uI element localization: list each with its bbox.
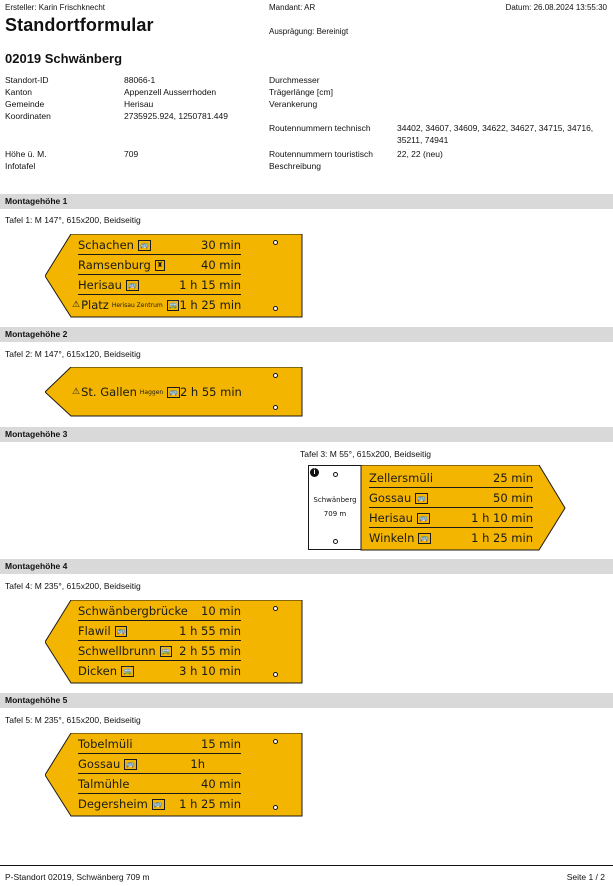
destination: Degersheim [78, 797, 148, 811]
walk-time: 1 h 15 min [179, 278, 241, 292]
bus-icon: 🚌 [116, 626, 126, 635]
mount-hole [273, 405, 278, 410]
info-left [5, 74, 265, 122]
wayfinding-sign [45, 367, 303, 417]
location-heading: 02019 Schwänberg [5, 51, 123, 66]
warning-icon: ⚠ [72, 300, 81, 310]
info-label: Infotafel [5, 161, 36, 171]
sign-rows [72, 383, 241, 403]
info-right-label-3: Verankerung [269, 99, 318, 109]
info-label: Gemeinde [5, 99, 45, 109]
sign-row [369, 489, 533, 508]
destination: Herisau [369, 511, 413, 525]
tafel-label: Tafel 2: M 147°, 615x120, Beidseitig [5, 349, 141, 359]
walk-time: 1 h 10 min [471, 511, 533, 525]
walk-time: 10 min [201, 604, 241, 618]
section-header: Montagehöhe 1 [0, 194, 613, 209]
page-number: Seite 1 / 2 [566, 872, 605, 882]
sign-row [72, 383, 241, 401]
tafel-label: Tafel 5: M 235°, 615x200, Beidseitig [5, 715, 141, 725]
mount-hole [273, 306, 278, 311]
walk-time: 30 min [201, 238, 241, 252]
destination: Zellersmüli [369, 471, 434, 485]
sign-row [78, 256, 241, 275]
sign-row [78, 795, 241, 813]
wayfinding-sign [45, 600, 303, 684]
info-icon: i [310, 468, 319, 477]
sign-row [78, 775, 241, 794]
bus-icon: 🚌 [153, 799, 163, 808]
destination: Herisau [78, 278, 122, 292]
destination: Gossau [78, 757, 121, 771]
mount-hole [273, 805, 278, 810]
info-value: Appenzell Ausserrhoden [124, 87, 217, 97]
section-header: Montagehöhe 4 [0, 559, 613, 574]
route-numbers-technical: 34402, 34607, 34609, 34622, 34627, 34715, 34716, 35211, 74941 [397, 123, 594, 145]
bus-icon: 🚌 [418, 513, 428, 522]
info-right-label-2: Trägerlänge [cm] [269, 87, 333, 97]
destination: St. Gallen [81, 385, 137, 399]
mount-hole [273, 240, 278, 245]
mount-hole [273, 739, 278, 744]
info-right-label-1: Durchmesser [269, 75, 320, 85]
destination: Ramsenburg [78, 258, 151, 272]
section-header: Montagehöhe 5 [0, 693, 613, 708]
mount-hole [273, 606, 278, 611]
sign-row [369, 469, 533, 488]
info-value: Herisau [124, 99, 154, 109]
destination: Platz [81, 298, 109, 312]
footer-divider [0, 865, 613, 866]
destination: Dicken [78, 664, 117, 678]
sign-row [369, 529, 533, 547]
mount-hole [333, 539, 338, 544]
tafel-label: Tafel 1: M 147°, 615x200, Beidseitig [5, 215, 141, 225]
destination-sub: Haggen [139, 388, 164, 396]
sign-row [78, 662, 241, 680]
sign-rows [78, 602, 241, 682]
walk-time: 1 h 55 min [179, 624, 241, 638]
walk-time: 50 min [493, 491, 533, 505]
bus-icon: 🚌 [126, 759, 135, 768]
sign-row [78, 622, 241, 641]
mount-hole [273, 373, 278, 378]
bus-icon: 🚌 [420, 533, 430, 542]
walk-time: 2 h 55 min [179, 385, 242, 399]
panel-location-altitude: 709 m [323, 510, 347, 518]
sign-row [72, 296, 241, 314]
walk-time: 15 min [201, 737, 241, 751]
mount-hole [273, 672, 278, 677]
info-left-lower [5, 148, 265, 172]
info-label: Standort-ID [5, 75, 49, 85]
destination: Schwänbergbrücke [78, 604, 188, 618]
footer-location: P-Standort 02019, Schwänberg 709 m [5, 872, 150, 882]
trolleybus-icon: 🚎 [161, 646, 171, 655]
walk-time: 1 h 25 min [179, 298, 242, 312]
trolleybus-icon: 🚎 [168, 300, 178, 309]
sign-rows [72, 236, 242, 316]
sign-row [78, 735, 241, 754]
walk-time: 25 min [493, 471, 533, 485]
walk-time: 40 min [201, 258, 241, 272]
destination: Winkeln [369, 531, 415, 545]
walk-time: 40 min [201, 777, 241, 791]
sign-row [78, 755, 241, 774]
wayfinding-sign [45, 234, 303, 318]
info-value: 709 [124, 149, 139, 159]
walk-time: 2 h 55 min [179, 644, 241, 658]
destination-sub: Herisau Zentrum [111, 301, 163, 309]
castle-icon: ♜ [156, 260, 164, 269]
tafel-label: Tafel 4: M 235°, 615x200, Beidseitig [5, 581, 141, 591]
bus-icon: 🚌 [139, 240, 149, 249]
info-label: Koordinaten [5, 111, 51, 121]
sign-row [78, 236, 241, 255]
warning-icon: ⚠ [72, 387, 81, 397]
sign-row [78, 642, 241, 661]
sign-row [78, 602, 241, 621]
client-text: Mandant: AR [269, 3, 316, 12]
info-label: Kanton [5, 87, 32, 97]
info-label: Höhe ü. M. [5, 149, 47, 159]
route-numbers-touristic: 22, 22 (neu) [397, 149, 443, 159]
destination: Flawil [78, 624, 111, 638]
date-text: Datum: 26.08.2024 13:55:30 [505, 3, 607, 12]
destination: Talmühle [78, 777, 130, 791]
destination: Schachen [78, 238, 134, 252]
sign-rows [78, 735, 241, 815]
mount-hole [333, 472, 338, 477]
bus-icon: 🚌 [417, 493, 426, 502]
page-title: Standortformular [5, 15, 154, 35]
section-header: Montagehöhe 2 [0, 327, 613, 342]
destination: Gossau [369, 491, 412, 505]
creator-text: Ersteller: Karin Frischknecht [5, 3, 106, 12]
info-right-label-5: Routennummern touristisch [269, 149, 373, 159]
walk-time: 1 h 25 min [471, 531, 533, 545]
sign-row [78, 276, 241, 295]
bus-icon: 🚌 [169, 387, 178, 396]
wayfinding-sign [308, 465, 566, 551]
info-value: 2735925.924, 1250781.449 [124, 111, 228, 121]
info-right-label-4: Routennummern technisch [269, 123, 371, 133]
sign-row [369, 509, 533, 528]
walk-time: 1h [190, 757, 205, 771]
info-value: 88066-1 [124, 75, 156, 85]
variant-text: Ausprägung: Bereinigt [269, 27, 349, 36]
destination: Tobelmüli [78, 737, 133, 751]
tafel-label: Tafel 3: M 55°, 615x200, Beidseitig [300, 449, 431, 459]
walk-time: 1 h 25 min [179, 797, 241, 811]
panel-location-name: Schwänberg [313, 496, 357, 504]
section-header: Montagehöhe 3 [0, 427, 613, 442]
trolleybus-icon: 🚎 [123, 666, 132, 675]
walk-time: 3 h 10 min [179, 664, 241, 678]
info-right-label-6: Beschreibung [269, 161, 321, 171]
bus-icon: 🚌 [127, 280, 137, 289]
wayfinding-sign [45, 733, 303, 817]
sign-rows [369, 469, 533, 549]
destination: Schwellbrunn [78, 644, 156, 658]
